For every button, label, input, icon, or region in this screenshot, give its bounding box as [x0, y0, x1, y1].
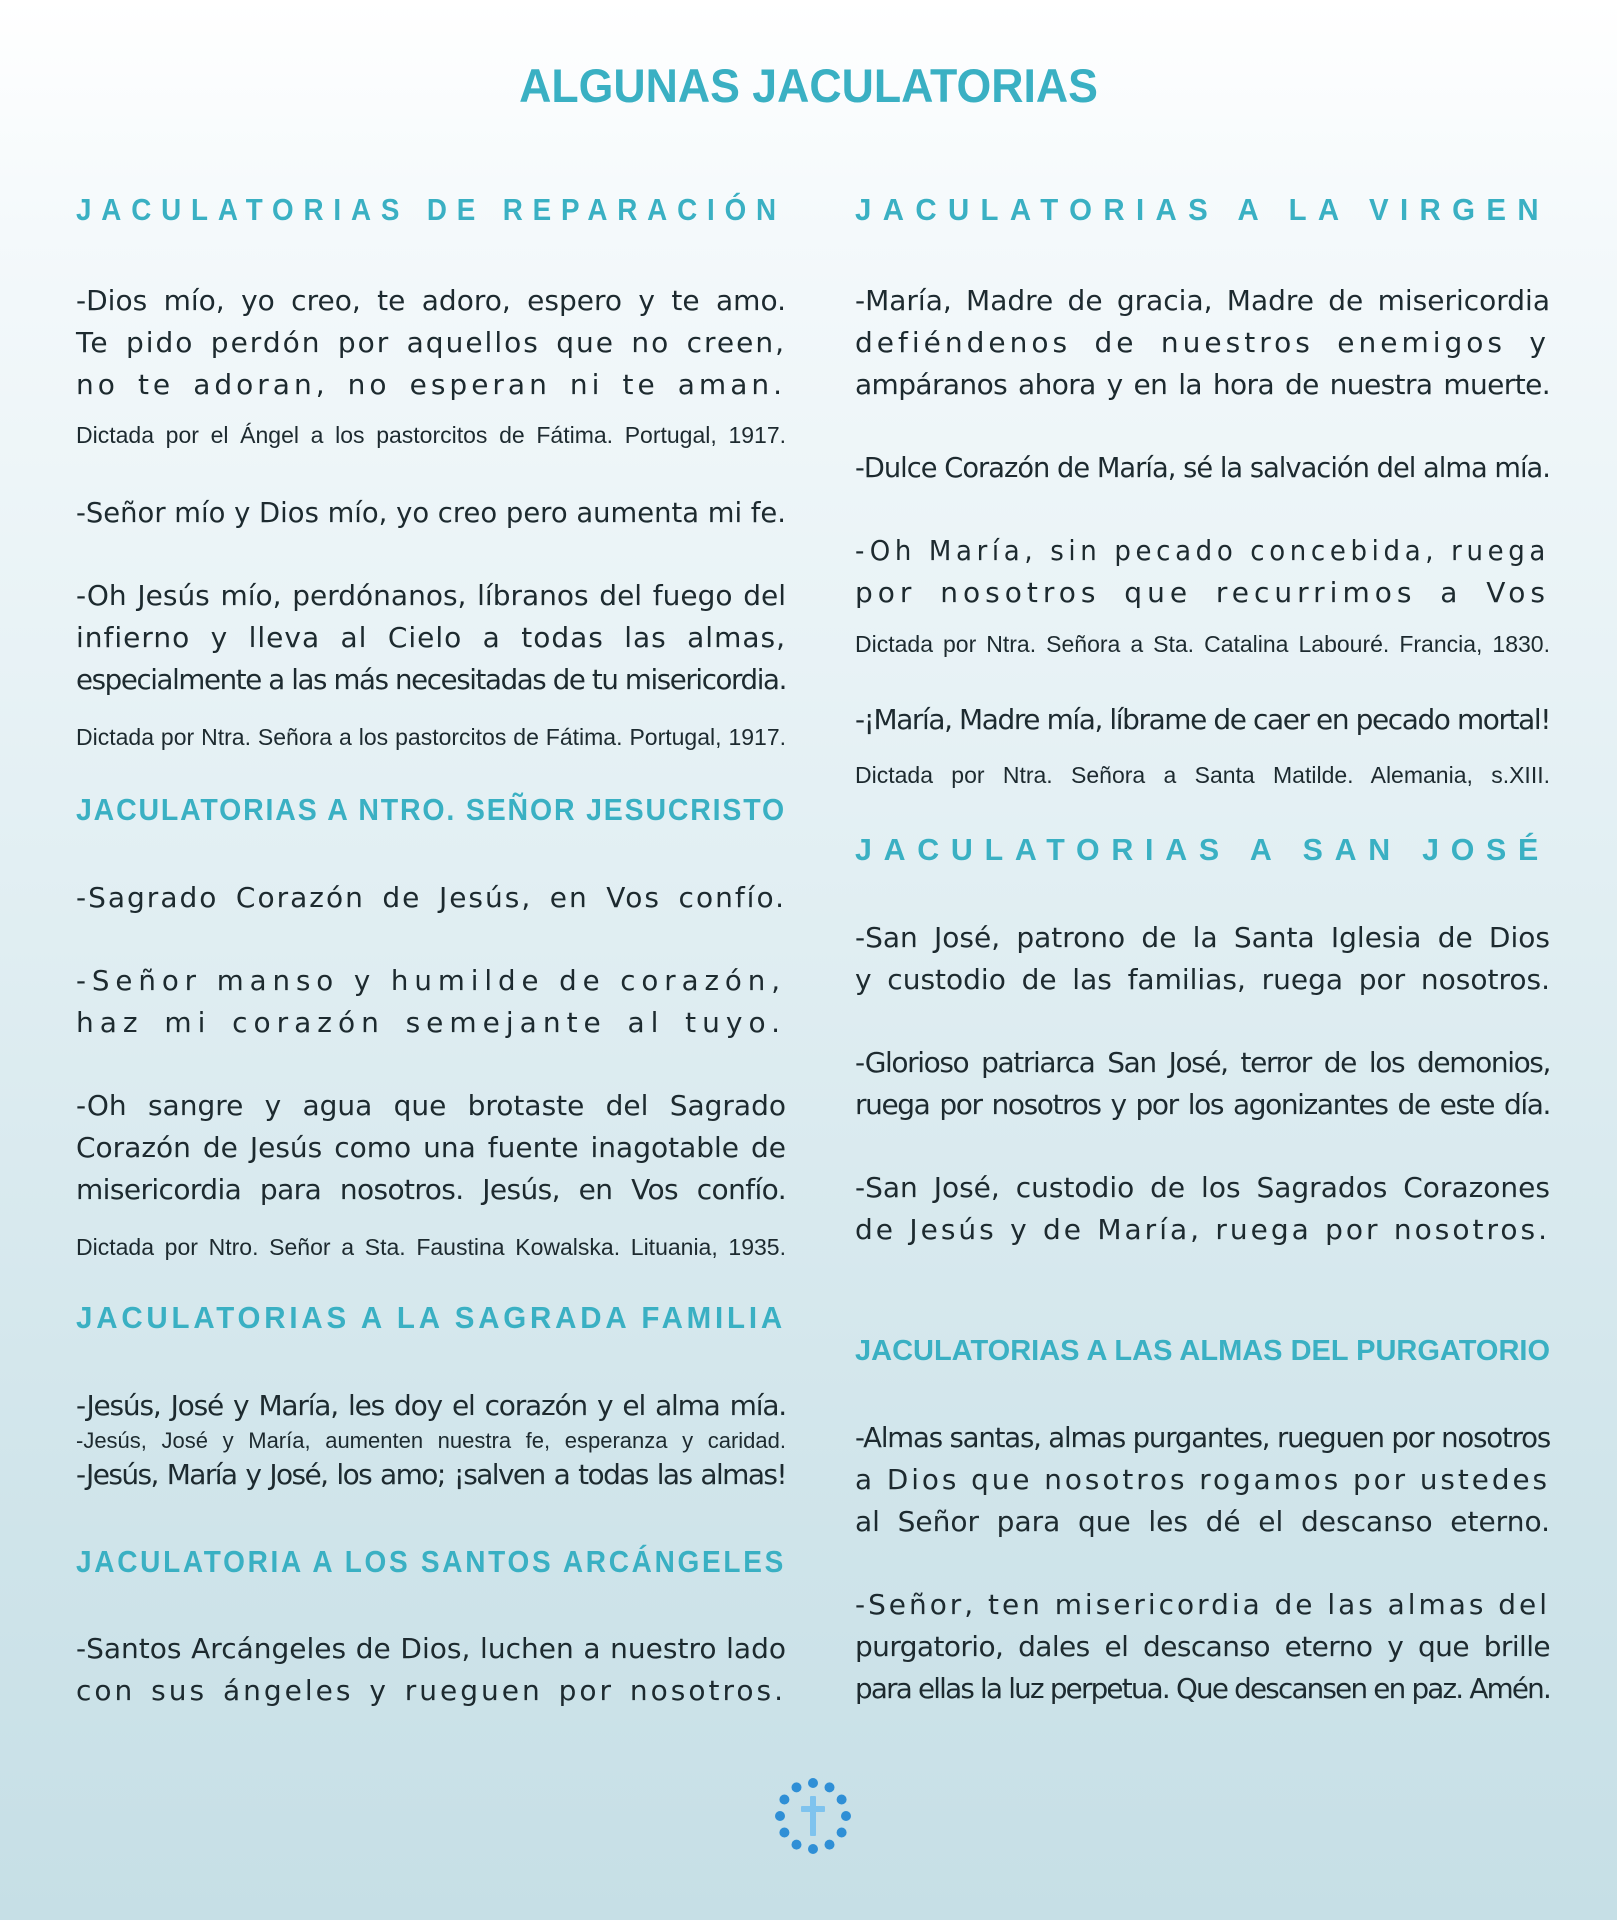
- paragraph-small: -Jesús, José y María, aumenten nuestra fe, esperanza y caridad.: [76, 1428, 786, 1453]
- paragraph: [76, 1628, 786, 1712]
- paragraph: [76, 492, 786, 534]
- section-title-reparacion: JACULATORIAS DE REPARACIÓN: [76, 192, 786, 227]
- text-line: Corazón de Jesús como una fuente inagotable de: [76, 1131, 786, 1164]
- text-line: al Señor para que les dé el descanso eterno.: [855, 1505, 1550, 1538]
- section-title-jose: JACULATORIAS A SAN JOSÉ: [855, 832, 1551, 867]
- paragraph: [855, 280, 1550, 406]
- text-line: ampáranos ahora y en la hora de nuestra muerte.: [855, 368, 1550, 401]
- attribution-note: Dictada por el Ángel a los pastorcitos de Fátima. Portugal, 1917.: [76, 422, 786, 448]
- text-line: ruega por nosotros y por los agonizantes de este día.: [855, 1088, 1550, 1121]
- text-line: especialmente a las más necesitadas de tu misericordia.: [76, 663, 786, 696]
- text-line: no te adoran, no esperan ni te aman.: [76, 368, 786, 401]
- text-line: a Dios que nosotros rogamos por ustedes: [855, 1463, 1551, 1496]
- text-line: con sus ángeles y rueguen por nosotros.: [76, 1674, 786, 1707]
- attribution-note: Dictada por Ntra. Señora a Santa Matilde. Alemania, s.XIII.: [855, 762, 1550, 788]
- paragraph: [855, 1042, 1550, 1126]
- text-line: misericordia para nosotros. Jesús, en Vos confío.: [76, 1173, 786, 1206]
- page-title: ALGUNAS JACULATORIAS: [519, 59, 1098, 112]
- text-line: infierno y lleva al Cielo a todas las almas,: [76, 621, 786, 654]
- text-line: de Jesús y de María, ruega por nosotros.: [855, 1213, 1550, 1246]
- text-line: -Sagrado Corazón de Jesús, en Vos confío.: [76, 881, 786, 914]
- paragraph: [855, 699, 1550, 741]
- section-title-virgen: JACULATORIAS A LA VIRGEN: [855, 192, 1550, 227]
- paragraph: [855, 530, 1550, 614]
- paragraph: [76, 877, 786, 919]
- section-title-jesucristo: JACULATORIAS A NTRO. SEÑOR JESUCRISTO: [76, 792, 786, 827]
- paragraph: [76, 1385, 786, 1427]
- paragraph: [76, 280, 786, 406]
- paragraph: [855, 1417, 1550, 1543]
- section-title-familia: JACULATORIAS A LA SAGRADA FAMILIA: [76, 1300, 786, 1335]
- text-line: -Glorioso patriarca San José, terror de los demonios,: [855, 1046, 1550, 1079]
- text-line: -Santos Arcángeles de Dios, luchen a nuestro lado: [76, 1632, 786, 1665]
- cross-circle-icon: [775, 1778, 851, 1854]
- paragraph: [76, 575, 786, 701]
- text-line: haz mi corazón semejante al tuyo.: [76, 1006, 786, 1039]
- text-line: -San José, custodio de los Sagrados Corazones: [855, 1171, 1550, 1204]
- text-line: -Oh María, sin pecado concebida, ruega: [855, 534, 1550, 567]
- text-line: purgatorio, dales el descanso eterno y que brille: [855, 1630, 1550, 1663]
- text-line: -Oh sangre y agua que brotaste del Sagrado: [76, 1089, 786, 1122]
- paragraph: [855, 1167, 1550, 1251]
- paragraph: [76, 1454, 786, 1496]
- text-line: -Oh Jesús mío, perdónanos, líbranos del fuego del: [76, 579, 786, 612]
- text-line: para ellas la luz perpetua. Que descansen en paz. Amén.: [855, 1672, 1551, 1705]
- text-line: Te pido perdón por aquellos que no creen,: [76, 326, 786, 359]
- attribution-note: Dictada por Ntro. Señor a Sta. Faustina Kowalska. Lituania, 1935.: [76, 1234, 786, 1260]
- right-column: [855, 192, 1550, 1752]
- text-line: -San José, patrono de la Santa Iglesia de Dios: [855, 921, 1550, 954]
- text-line: -Señor mío y Dios mío, yo creo pero aumenta mi fe.: [76, 496, 787, 529]
- text-line: -Señor, ten misericordia de las almas del: [855, 1588, 1550, 1621]
- section-title-arcangeles: JACULATORIA A LOS SANTOS ARCÁNGELES: [76, 1544, 786, 1579]
- text-line: -Señor manso y humilde de corazón,: [76, 964, 786, 997]
- text-line: por nosotros que recurrimos a Vos: [855, 576, 1550, 609]
- paragraph: [855, 917, 1550, 1001]
- text-line: -María, Madre de gracia, Madre de misericordia: [855, 284, 1550, 317]
- attribution-note: Dictada por Ntra. Señora a los pastorcitos de Fátima. Portugal, 1917.: [76, 724, 786, 750]
- text-line: -Jesús, José y María, les doy el corazón y el alma mía.: [76, 1389, 786, 1422]
- paragraph: [855, 1584, 1550, 1710]
- section-title-purgatorio: JACULATORIAS A LAS ALMAS DEL PURGATORIO: [855, 1335, 1550, 1367]
- text-line: -Almas santas, almas purgantes, rueguen por nosotros: [855, 1421, 1551, 1454]
- text-line: -Jesús, María y José, los amo; ¡salven a todas las almas!: [76, 1458, 786, 1491]
- paragraph: [855, 447, 1550, 489]
- attribution-note: Dictada por Ntra. Señora a Sta. Catalina Labouré. Francia, 1830.: [855, 631, 1550, 657]
- text-line: -Dulce Corazón de María, sé la salvación del alma mía.: [855, 451, 1550, 484]
- text-line: -¡María, Madre mía, líbrame de caer en pecado mortal!: [855, 703, 1551, 736]
- paragraph: [76, 960, 786, 1044]
- text-line: defiéndenos de nuestros enemigos y: [855, 326, 1550, 359]
- paragraph: [76, 1085, 786, 1211]
- left-column: [76, 192, 786, 1752]
- text-line: -Dios mío, yo creo, te adoro, espero y te amo.: [76, 284, 786, 317]
- text-line: y custodio de las familias, ruega por nosotros.: [855, 963, 1550, 996]
